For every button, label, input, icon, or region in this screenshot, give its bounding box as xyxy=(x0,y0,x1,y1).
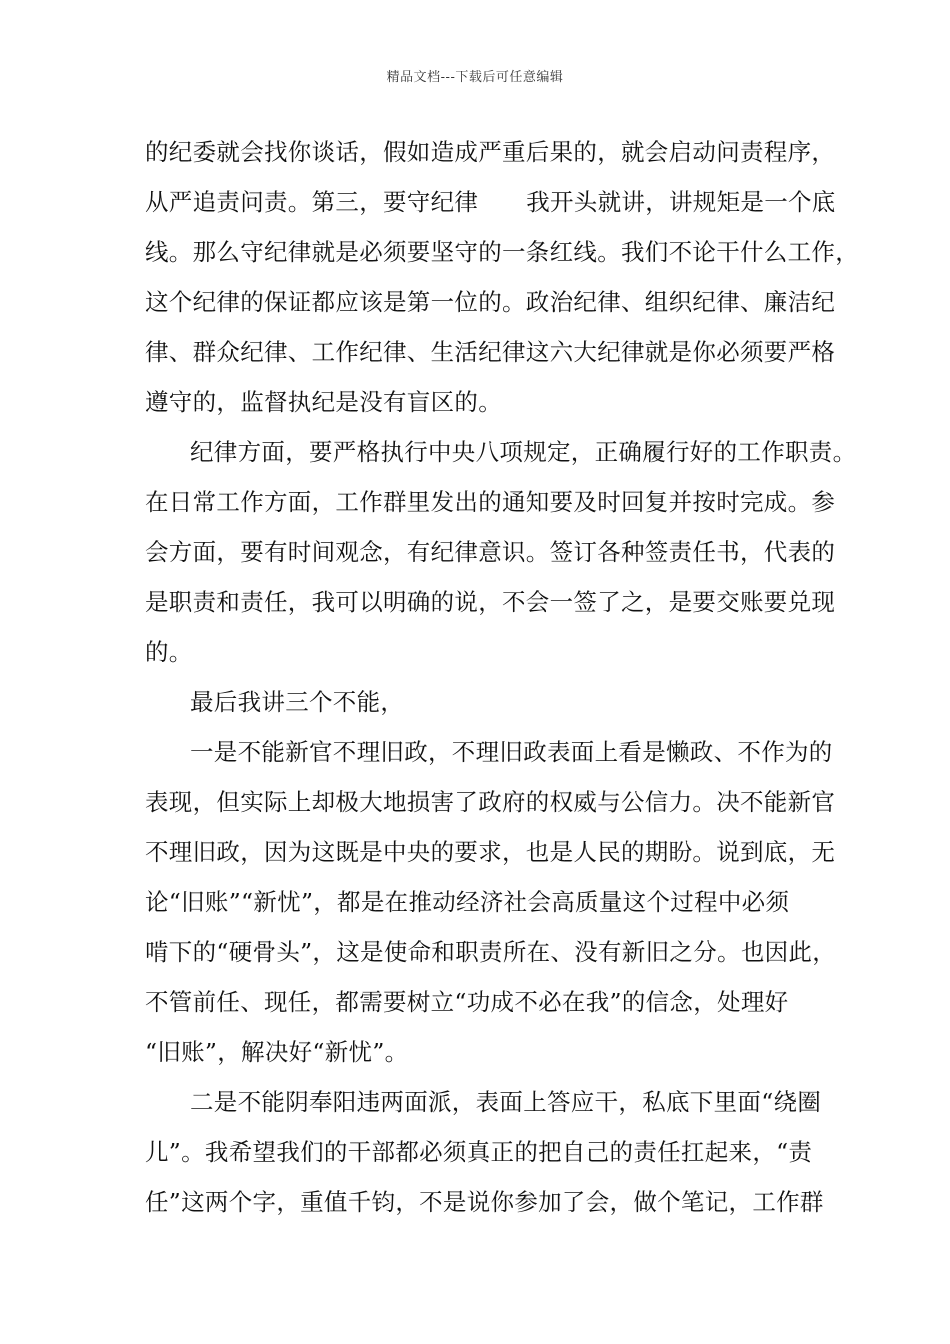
body-line: 的纪委就会找你谈话，假如造成严重后果的，就会启动问责程序， xyxy=(145,138,836,166)
body-line: “旧账”，解决好“新忧”。 xyxy=(145,1038,409,1066)
body-line-part: 从严追责问责。第三，要守纪律 xyxy=(145,188,479,216)
body-line: 任”这两个字，重值千钧，不是说你参加了会，做个笔记，工作群 xyxy=(145,1188,824,1216)
body-line: 啃下的“硬骨头”，这是使命和职责所在、没有新旧之分。也因此， xyxy=(145,938,837,966)
paragraph-first-line: 二是不能阴奉阳违两面派，表面上答应干，私底下里面“绕圈 xyxy=(190,1088,822,1116)
body-line: 的。 xyxy=(145,638,193,666)
body-line: 不理旧政，因为这既是中央的要求，也是人民的期盼。说到底，无 xyxy=(145,838,836,866)
body-line: 是职责和责任，我可以明确的说，不会一签了之，是要交账要兑现 xyxy=(145,588,836,616)
page-header: 精品文档---下载后可任意编辑 xyxy=(386,70,564,85)
paragraph-first-line: 一是不能新官不理旧政，不理旧政表面上看是懒政、不作为的 xyxy=(190,738,833,766)
body-line: 这个纪律的保证都应该是第一位的。政治纪律、组织纪律、廉洁纪 xyxy=(145,288,836,316)
body-line: 线。那么守纪律就是必须要坚守的一条红线。我们不论干什么工作， xyxy=(145,238,859,266)
paragraph-first-line: 最后我讲三个不能， xyxy=(190,688,405,716)
body-line: 表现，但实际上却极大地损害了政府的权威与公信力。决不能新官 xyxy=(145,788,836,816)
body-line: 在日常工作方面，工作群里发出的通知要及时回复并按时完成。参 xyxy=(145,488,836,516)
body-line-part: 我开头就讲，讲规矩是一个底 xyxy=(526,188,836,216)
body-line: 论“旧账”“新忧”，都是在推动经济社会高质量这个过程中必须 xyxy=(145,888,790,916)
body-line: 会方面，要有时间观念，有纪律意识。签订各种签责任书，代表的 xyxy=(145,538,836,566)
body-line: 儿”。我希望我们的干部都必须真正的把自己的责任扛起来，“责 xyxy=(145,1138,813,1166)
body-line: 不管前任、现任，都需要树立“功成不必在我”的信念，处理好 xyxy=(145,988,789,1016)
body-line: 律、群众纪律、工作纪律、生活纪律这六大纪律就是你必须要严格 xyxy=(145,338,836,366)
body-line xyxy=(145,187,836,217)
paragraph-first-line: 纪律方面，要严格执行中央八项规定，正确履行好的工作职责。 xyxy=(190,438,857,466)
body-line: 遵守的，监督执纪是没有盲区的。 xyxy=(145,388,502,416)
